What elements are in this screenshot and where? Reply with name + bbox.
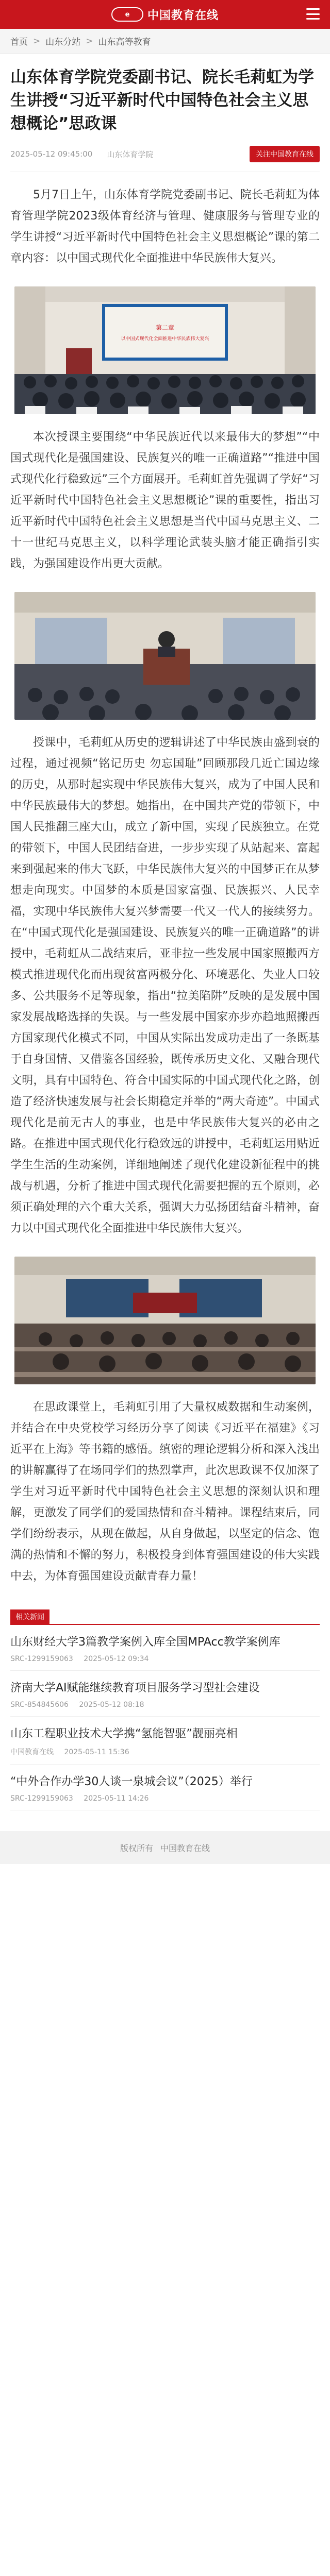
related-news-time: 2025-05-11 15:36 [64, 1748, 129, 1756]
footer [0, 1831, 330, 1864]
related-news-item[interactable] [10, 1671, 320, 1717]
screen-text-line1: 第二章 [155, 324, 175, 331]
breadcrumb-higher-edu[interactable]: 山东高等教育 [98, 37, 151, 47]
top-bar [0, 0, 330, 29]
related-news-title[interactable]: “中外合作办学30人谈一泉城会议”（2025）举行 [10, 1775, 253, 1788]
related-news-meta [10, 1794, 320, 1803]
article-source: 山东体育学院 [107, 149, 154, 159]
related-news [0, 1609, 330, 1810]
breadcrumb-separator: > [86, 36, 93, 46]
article-date: 2025-05-12 09:45:00 [10, 149, 93, 159]
related-news-title[interactable]: 济南大学AI赋能继续教育项目服务学习型社会建设 [10, 1682, 260, 1694]
related-news-title[interactable]: 山东工程职业技术大学携“氢能智驱”靓丽亮相 [10, 1727, 238, 1740]
article-paragraph-4: 在思政课堂上，毛莉虹引用了大量权威数据和生动案例，并结合在中央党校学习经历分享了阅读《习近平在福建》《习近平在上海》等书籍的感悟。缜密的理论逻辑分析和深入浅出的讲解赢得了在场同学们的热烈掌声，此次思政课不仅加深了学生对习近平新时代中国特色社会主义思想的深刻认识和理解，更激发了同学们的爱国热情和奋斗精神。课程结束后，同学们纷纷表示，从现在做起，从自身做起，以坚定的信念、饱满的热情和不懈的努力，积极投身到体育强国建设的伟大实践中去，为体育强国建设贡献青春力量！ [10, 1401, 320, 1583]
breadcrumb-shandong[interactable]: 山东分站 [45, 37, 81, 47]
menu-icon[interactable] [306, 8, 320, 20]
article-paragraph-2: 本次授课主要围绕“中华民族近代以来最伟大的梦想”“中国式现代化是强国建设、民族复兴的唯一正确道路”“推进中国式现代化行稳致远”三个方面展开。毛莉虹首先强调了学好“习近平新时代中国特色社会主义思想概论”课的重要性，指出习近平新时代中国特色社会主义思想是当代中国马克思主义、二十一世纪马克思主义，以科学理论武装头脑才能正确指引实践，为强国建设作出更大贡献。 [10, 431, 320, 570]
article-meta [10, 146, 320, 162]
speaker-podium-photo [14, 592, 316, 720]
related-news-source: SRC-1299159063 [10, 1655, 73, 1663]
related-news-time: 2025-05-12 08:18 [79, 1701, 144, 1709]
related-news-title[interactable]: 山东财经大学3篇教学案例入库全国MPAcc教学案例库 [10, 1636, 280, 1649]
article-paragraph-3: 授课中，毛莉虹从历史的逻辑讲述了中华民族由盛到衰的过程，通过视频“铭记历史 勿忘国耻”回顾那段几近亡国边缘的历史，从那时起实现中华民族伟大复兴，成为了中国人民和中华民族最伟大的梦想。她指出，在中国共产党的带领下，中国人民推翻三座大山，成立了新中国，实现了民族独立。在党的带领下，中国人民团结奋进，一步步实现了从站起来、富起来到强起来的伟大飞跃，中华民族伟大复兴的中国梦正在从梦想走向现实。中国梦的本质是国家富强、民族振兴、人民幸福，实现中华民族伟大复兴梦需要一代又一代人的接续努力。在“中国式现代化是强国建设、民族复兴的唯一正确道路”的讲授中，毛莉虹从二战结束后，亚非拉一些发展中国家照搬西方模式推进现代化而出现贫富两极分化、环境恶化、失业人口较多、公共服务不足等现象，指出“拉美陷阱”反映的是发展中国家发展战略选择的失误。与一些发展中国家亦步亦趋地照搬西方国家现代化模式不同，中国从实际出发成功走出了一条既基于自身国情、又借鉴各国经验，既传承历史文化、又融合现代文明，具有中国特色、符合中国实际的中国式现代化之路，创造了经济快速发展与社会长期稳定并举的“两大奇迹”。中国式现代化是前无古人的事业，也是中华民族伟大复兴的必由之路。在推进中国式现代化行稳致远的讲授中，毛莉虹运用贴近学生生活的生动案例，详细地阐述了现代化建设新征程中的挑战与机遇，分析了推进中国式现代化需要把握的五个原则，必须正确处理的六个重大关系，强调大力弘扬团结奋斗精神，奋力以中国式现代化全面推进中华民族伟大复兴。 [10, 736, 320, 1235]
related-news-time: 2025-05-11 14:26 [84, 1794, 149, 1803]
related-news-source: 中国教育在线 [10, 1748, 54, 1756]
logo-mark-icon: e [111, 7, 143, 22]
lecture-hall-photo [14, 286, 316, 414]
related-news-item[interactable] [10, 1625, 320, 1671]
related-news-tag: 相关新闻 [10, 1609, 50, 1624]
follow-button[interactable]: 关注中国教育在线 [250, 146, 320, 162]
breadcrumb [0, 29, 330, 54]
site-logo[interactable] [111, 7, 219, 23]
related-news-meta [10, 1747, 320, 1757]
article-paragraph-1: 5月7日上午，山东体育学院党委副书记、院长毛莉虹为体育管理学院2023级体育经济与管理、健康服务与管理专业的学生讲授“习近平新时代中国特色社会主义思想概论”课的第二章内容：以中国式现代化全面推进中华民族伟大复兴。 [10, 189, 320, 265]
classroom-photo [14, 1257, 316, 1384]
site-name: 中国教育在线 [147, 9, 219, 22]
related-news-source: SRC-1299159063 [10, 1794, 73, 1803]
article-title: 山东体育学院党委副书记、院长毛莉虹为学生讲授“习近平新时代中国特色社会主义思想概论”思政课 [10, 68, 314, 133]
related-news-item[interactable] [10, 1717, 320, 1765]
related-news-meta [10, 1701, 320, 1709]
related-news-meta [10, 1655, 320, 1663]
breadcrumb-home[interactable]: 首页 [10, 37, 28, 47]
related-news-source: SRC-854845606 [10, 1701, 69, 1709]
article [0, 54, 330, 1587]
breadcrumb-separator: > [33, 36, 41, 46]
footer-copyright: 版权所有 [120, 1843, 153, 1853]
screen-text-line2: 以中国式现代化全面推进中华民族伟大复兴 [121, 336, 209, 342]
footer-site-name: 中国教育在线 [160, 1843, 210, 1853]
related-news-time: 2025-05-12 09:34 [84, 1655, 149, 1663]
related-news-item[interactable] [10, 1765, 320, 1810]
